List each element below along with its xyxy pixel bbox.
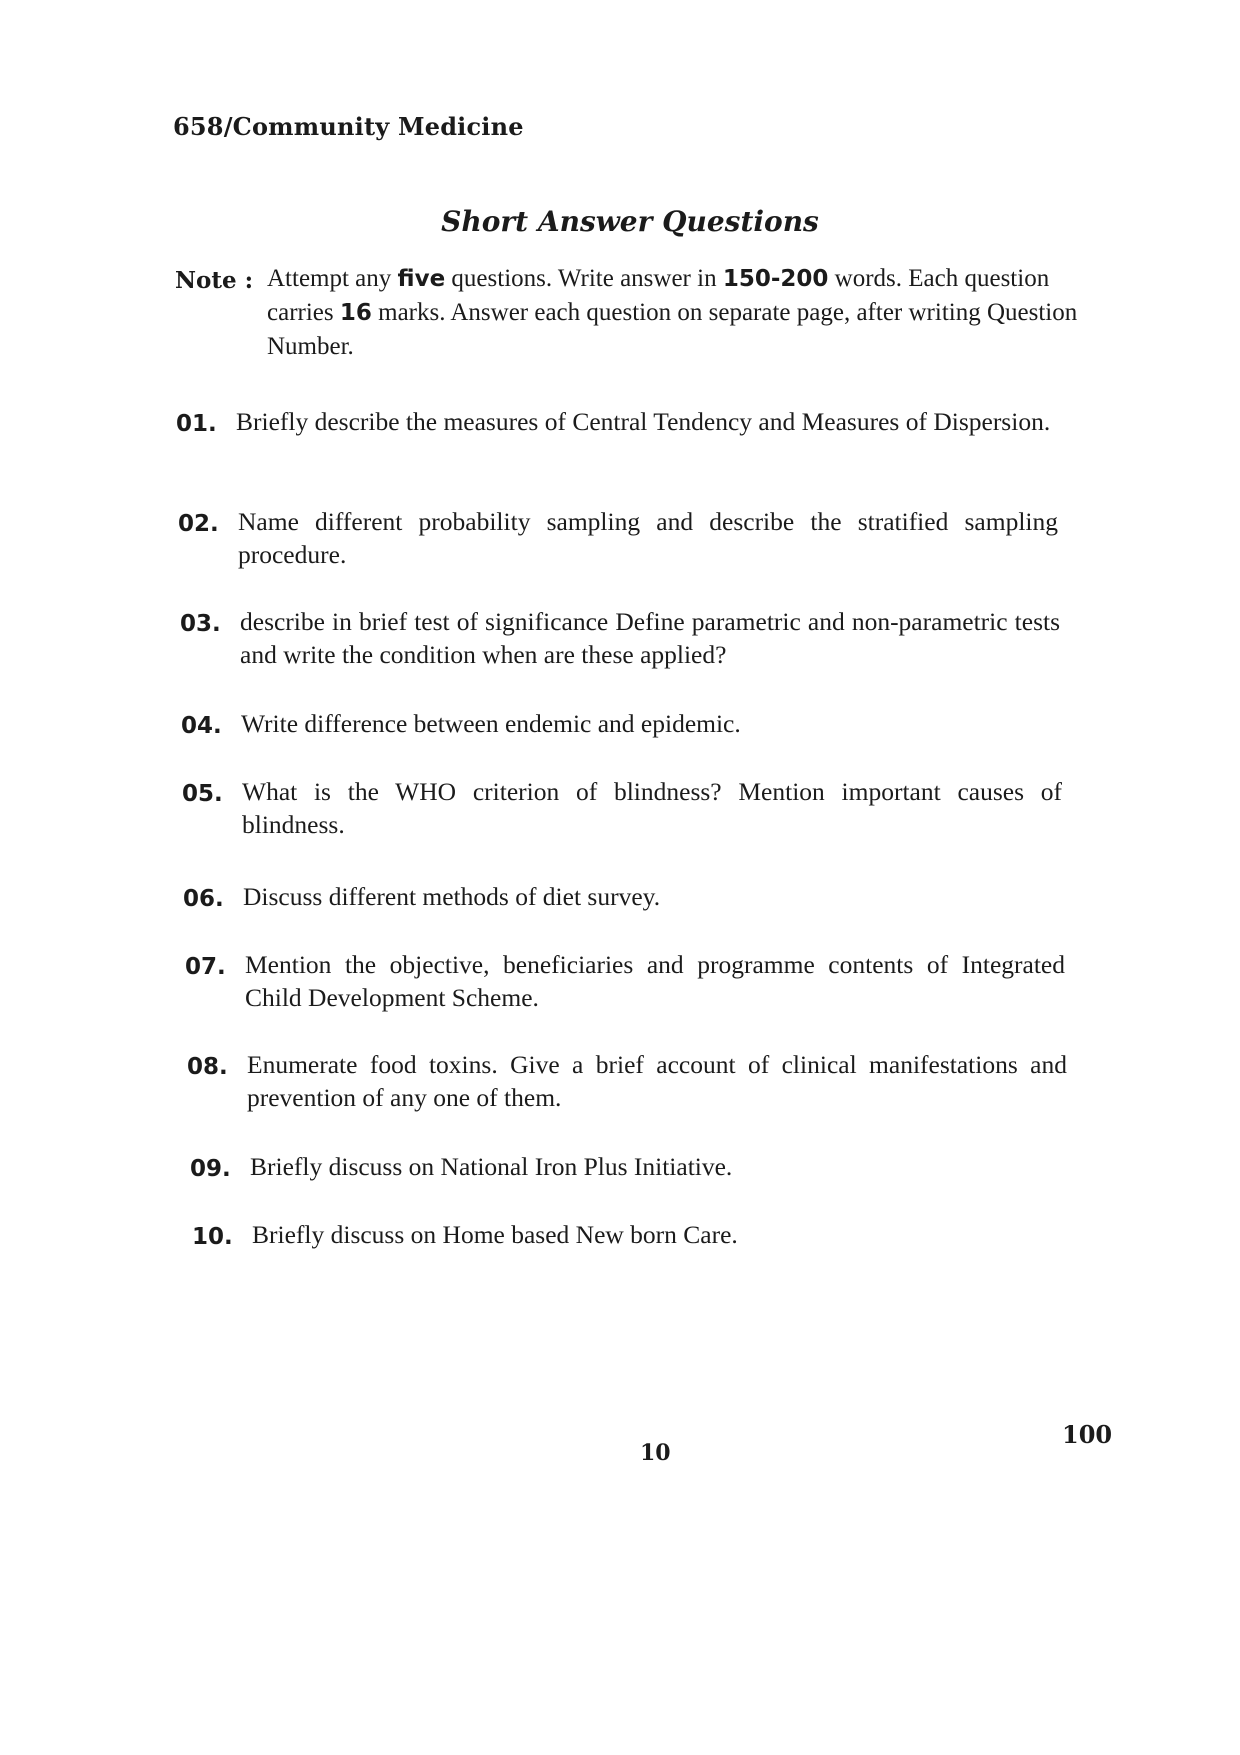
question-text: Discuss different methods of diet survey. (243, 882, 661, 911)
question-number: 01. (176, 411, 217, 437)
question-item (192, 1218, 1072, 1254)
question-item (185, 948, 1065, 1014)
question-item (180, 605, 1060, 671)
question-number: 10. (192, 1224, 233, 1250)
question-number: 08. (187, 1054, 228, 1080)
question-text: Mention the objective, beneficiaries and programme contents of Integrated Child Development Scheme. (245, 950, 1065, 1012)
question-text: What is the WHO criterion of blindness? Mention important causes of blindness. (242, 777, 1062, 839)
question-item (182, 775, 1062, 841)
question-number: 05. (182, 781, 223, 807)
question-item (178, 505, 1058, 571)
question-item (183, 880, 1063, 916)
instructions-note (175, 262, 1095, 363)
question-text: Briefly describe the measures of Central Tendency and Measures of Dispersion. (236, 407, 1051, 436)
note-bold-five: five (397, 266, 446, 292)
question-item (181, 707, 1061, 743)
question-text: Name different probability sampling and describe the stratified sampling procedure. (238, 507, 1058, 569)
section-title: Short Answer Questions (441, 205, 819, 238)
question-text: Briefly discuss on National Iron Plus Initiative. (250, 1152, 733, 1181)
note-part-3: words. Each question carries (267, 265, 1050, 326)
note-part-2: questions. Write answer in (445, 265, 723, 292)
question-number: 02. (178, 511, 219, 537)
question-number: 06. (183, 886, 224, 912)
note-text (267, 262, 1095, 363)
note-label: Note : (175, 267, 254, 294)
question-text: Briefly discuss on Home based New born Care. (252, 1220, 738, 1249)
note-bold-word-count: 150-200 (722, 266, 829, 292)
question-number: 04. (181, 713, 222, 739)
note-part-1: Attempt any (267, 265, 398, 292)
question-text: Write difference between endemic and epidemic. (241, 709, 741, 738)
question-text: describe in brief test of significance Define parametric and non-parametric tests and write the condition when are these applied? (240, 607, 1060, 669)
code-number: 100 (1062, 1420, 1113, 1449)
paper-code: 658/Community Medicine (173, 112, 524, 141)
question-number: 07. (185, 954, 226, 980)
note-part-4: marks. Answer each question on separate page, after writing Question Number. (267, 299, 1078, 360)
question-number: 03. (180, 611, 221, 637)
question-item (176, 405, 1056, 441)
question-text: Enumerate food toxins. Give a brief account of clinical manifestations and prevention of any one of them. (247, 1050, 1067, 1112)
question-item (190, 1150, 1070, 1186)
question-item (187, 1048, 1067, 1114)
question-number: 09. (190, 1156, 231, 1182)
note-bold-marks: 16 (339, 300, 372, 326)
page-number: 10 (640, 1440, 671, 1466)
